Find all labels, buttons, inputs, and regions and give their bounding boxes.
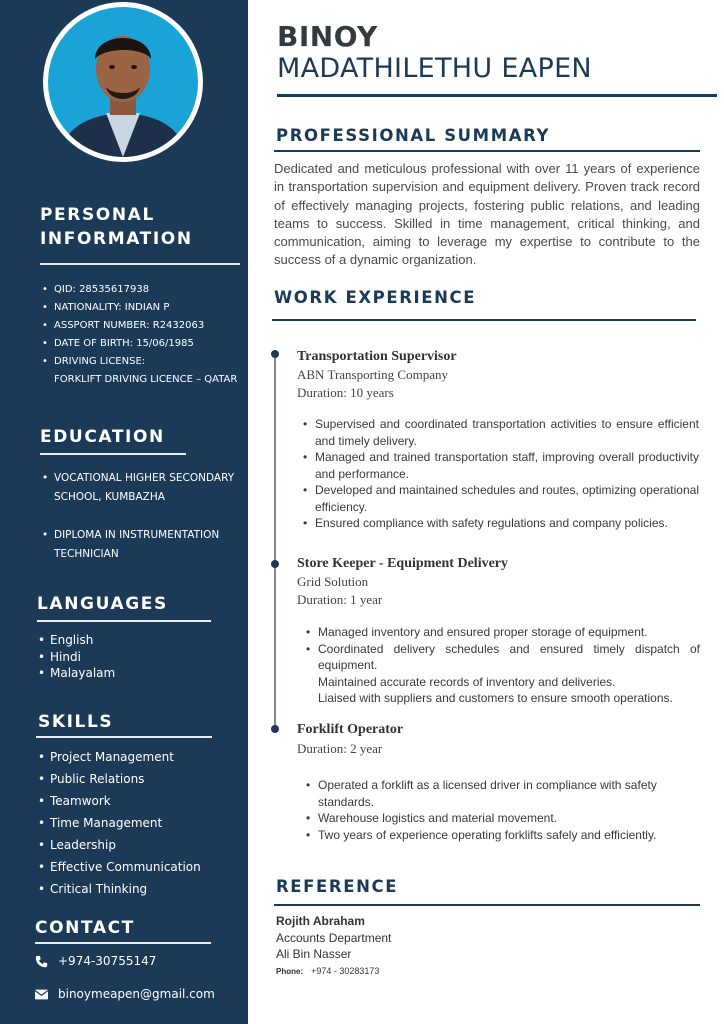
list-item: • Managed and trained transportation staff, improving overall productivity and performance. (301, 449, 699, 482)
list-item: • QID: 28535617938 (40, 281, 246, 299)
list-item: • DATE OF BIRTH: 15/06/1985 (40, 335, 246, 353)
timeline-dot (271, 560, 279, 568)
work-heading: WORK EXPERIENCE (274, 288, 477, 307)
divider (272, 319, 696, 321)
reference-department: Accounts Department (276, 931, 392, 945)
list-item: • Ensured compliance with safety regulations and company policies. (301, 515, 699, 532)
personal-heading-line2: INFORMATION (40, 229, 193, 249)
name-last: MADATHILETHU EAPEN (277, 53, 592, 84)
timeline-dot (271, 725, 279, 733)
list-item: • Operated a forklift as a licensed driver in compliance with safety standards. (304, 777, 674, 810)
job-company: Grid Solution (297, 574, 369, 589)
phone-icon (35, 955, 48, 968)
list-item: • Effective Communication (36, 856, 236, 878)
name-first: BINOY (277, 20, 378, 53)
timeline-dot (271, 350, 279, 358)
profile-photo-frame (43, 2, 203, 162)
personal-heading-line1: PERSONAL (40, 205, 155, 225)
phone-number: +974 - 30283173 (311, 966, 380, 976)
divider (274, 150, 700, 152)
job-duties (304, 777, 674, 843)
phone-label: Phone: (276, 967, 304, 976)
list-item: • Malayalam (36, 665, 226, 682)
list-item: • Two years of experience operating forklifts safely and efficiently. (304, 827, 674, 844)
job-duties (301, 416, 699, 532)
personal-info-heading (40, 203, 193, 251)
skills-heading: SKILLS (38, 712, 114, 732)
list-item: • Developed and maintained schedules and routes, optimizing operational efficiency. (301, 482, 699, 515)
sidebar (0, 0, 248, 1024)
reference-heading: REFERENCE (276, 877, 399, 896)
list-item: • Managed inventory and ensured proper storage of equipment. (304, 624, 700, 641)
skills-list (36, 746, 236, 900)
list-item: Maintained accurate records of inventory and deliveries. (318, 674, 616, 689)
languages-list (36, 632, 226, 682)
list-item: • English (36, 632, 226, 649)
personal-info-list (40, 281, 246, 389)
list-item: • Warehouse logistics and material movement. (304, 810, 674, 827)
list-item: • NATIONALITY: INDIAN P (40, 299, 246, 317)
divider (37, 620, 211, 622)
job-duration: Duration: 10 years (297, 385, 394, 400)
reference-phone[interactable] (276, 966, 379, 976)
divider (274, 904, 700, 906)
job-duration: Duration: 2 year (297, 741, 383, 756)
list-item: • Coordinated delivery schedules and ensured timely dispatch of equipment. (304, 641, 700, 674)
list-item: • ASSPORT NUMBER: R2432063 (40, 317, 246, 335)
profile-photo (48, 7, 198, 157)
timeline-line (274, 354, 276, 728)
divider (40, 453, 186, 455)
job-title: Store Keeper - Equipment Delivery (297, 556, 509, 571)
mail-icon (35, 989, 48, 1000)
list-item-continuation: FORKLIFT DRIVING LICENCE – QATAR (54, 374, 238, 385)
education-list (40, 469, 240, 583)
list-item: Liaised with suppliers and customers to ensure smooth operations. (318, 691, 673, 705)
list-item: • DRIVING LICENSE: (40, 353, 246, 371)
job-duties (304, 624, 700, 707)
list-item: • Supervised and coordinated transportation activities to ensure efficient and timely delivery. (301, 416, 699, 449)
contact-email[interactable] (35, 987, 215, 1001)
job-title: Transportation Supervisor (297, 349, 457, 364)
job-title: Forklift Operator (297, 722, 404, 737)
contact-heading: CONTACT (35, 918, 135, 938)
person-portrait-icon (48, 7, 198, 157)
list-item: • Hindi (36, 649, 226, 666)
divider (35, 942, 211, 944)
summary-text: Dedicated and meticulous professional with over 11 years of experience in transportation supervision and equipment delivery. Proven track record of effectively managing projects, fostering public relations, and leading teams to success. Skilled in time management, critical thinking, and communication, aiming to leverage my expertise to contribute to the success of a dynamic organization. (274, 161, 700, 268)
reference-name: Rojith Abraham (276, 914, 365, 928)
email-address: binoymeapen@gmail.com (58, 987, 215, 1001)
education-heading: EDUCATION (40, 427, 165, 447)
divider (40, 263, 240, 265)
list-item: • Public Relations (36, 768, 236, 790)
divider (277, 94, 717, 97)
list-item: • Time Management (36, 812, 236, 834)
list-item: • VOCATIONAL HIGHER SECONDARY SCHOOL, KUMBAZHA (40, 469, 240, 507)
phone-number: +974-30755147 (58, 954, 157, 968)
divider (36, 736, 212, 738)
job-duration: Duration: 1 year (297, 592, 383, 607)
list-item: • Leadership (36, 834, 236, 856)
list-item: • Project Management (36, 746, 236, 768)
list-item: • DIPLOMA IN INSTRUMENTATION TECHNICIAN (40, 526, 240, 564)
summary-heading: PROFESSIONAL SUMMARY (276, 126, 551, 145)
contact-phone[interactable] (35, 954, 156, 968)
languages-heading: LANGUAGES (37, 594, 168, 614)
list-item: • Teamwork (36, 790, 236, 812)
reference-company: Ali Bin Nasser (276, 947, 352, 961)
job-company: ABN Transporting Company (297, 367, 448, 382)
list-item: • Critical Thinking (36, 878, 236, 900)
